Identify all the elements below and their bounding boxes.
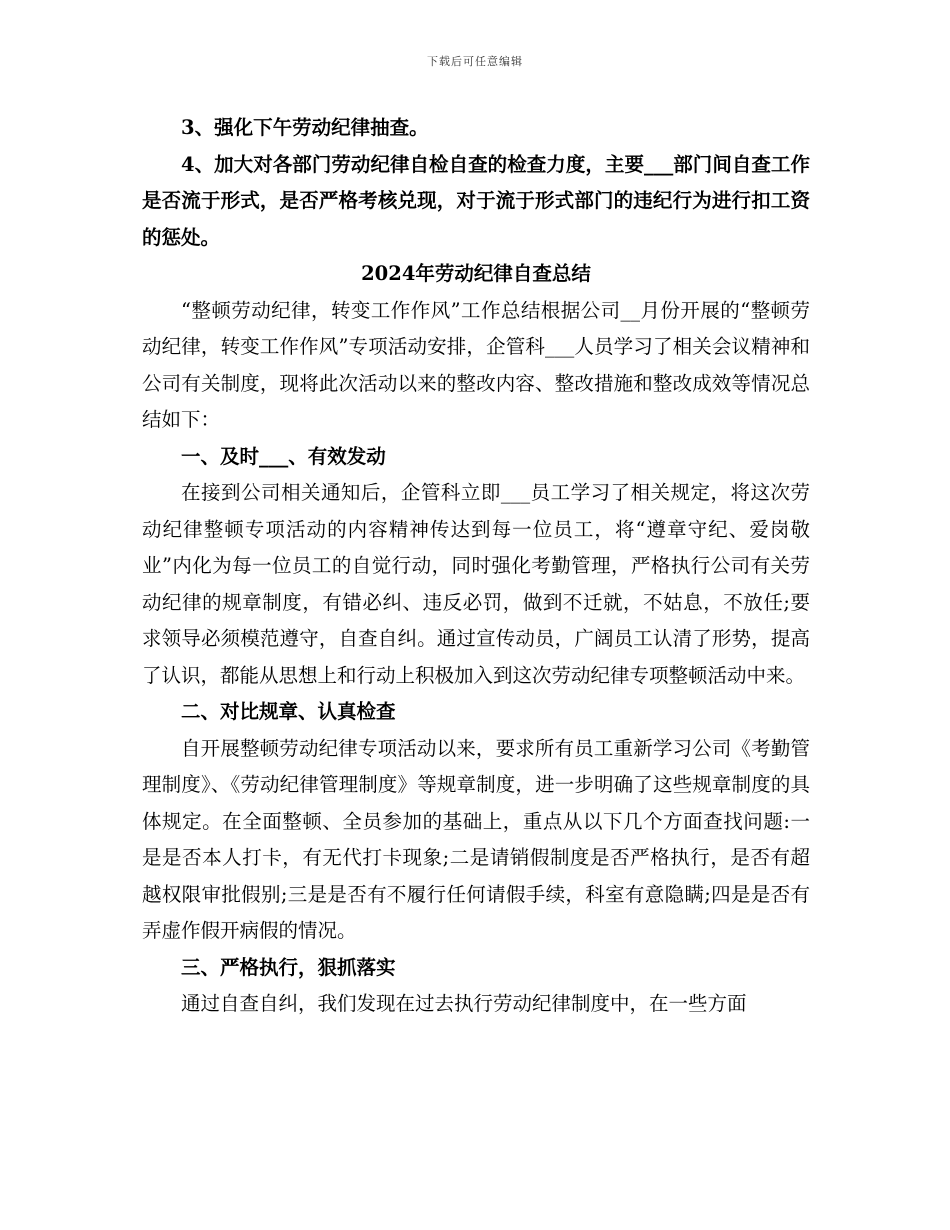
section-paragraph-2: 自开展整顿劳动纪律专项活动以来，要求所有员工重新学习公司《考勤管理制度》、《劳动纪律管理制度》等规章制度，进一步明确了这些规章制度的具体规定。在全面整顿、全员参加的基础上，重点从以下几个方面查找问题:一是是否本人打卡，有无代打卡现象;二是请销假制度是否严格执行，是否有超越权限审批假别;三是是否有不履行任何请假手续，科室有意隐瞒;四是是否有弄虚作假开病假的情况。 <box>142 736 810 942</box>
section-heading-1: 一、及时___、有效发动 <box>181 444 386 468</box>
list-item-4: 4、加大对各部门劳动纪律自检自查的检查力度，主要___部门间自查工作是否流于形式，是否严格考核兑现，对于流于形式部门的违纪行为进行扣工资的惩处。 <box>142 152 810 249</box>
list-item-3: 3、强化下午劳动纪律抽查。 <box>181 116 429 139</box>
section-paragraph-1: 在接到公司相关通知后，企管科立即___员工学习了相关规定，将这次劳动纪律整顿专项活动的内容精神传达到每一位员工，将“遵章守纪、爱岗敬业”内化为每一位员工的自觉行动，同时强化考勤管理，严格执行公司有关劳动纪律的规章制度，有错必纠、违反必罚，做到不迁就，不姑息，不放任;要求领导必须模范遵守，自查自纠。通过宣传动员，广阔员工认清了形势，提高了认识，都能从思想上和行动上积极加入到这次劳动纪律专项整顿活动中来。 <box>142 481 810 687</box>
intro-paragraph: “整顿劳动纪律，转变工作作风”工作总结根据公司__月份开展的“整顿劳动纪律，转变工作作风”专项活动安排，企管科___人员学习了相关会议精神和公司有关制度，现将此次活动以来的整改内容、整改措施和整改成效等情况总结如下： <box>142 298 810 431</box>
section-heading-3: 三、严格执行，狠抓落实 <box>181 955 396 979</box>
document-title: 2024年劳动纪律自查总结 <box>361 262 591 285</box>
document-body <box>142 110 810 1023</box>
page-header: 下载后可任意编辑 <box>427 55 523 68</box>
section-heading-2: 二、对比规章、认真检查 <box>181 700 396 723</box>
section-paragraph-3: 通过自查自纠，我们发现在过去执行劳动纪律制度中，在一些方面 <box>181 992 747 1015</box>
